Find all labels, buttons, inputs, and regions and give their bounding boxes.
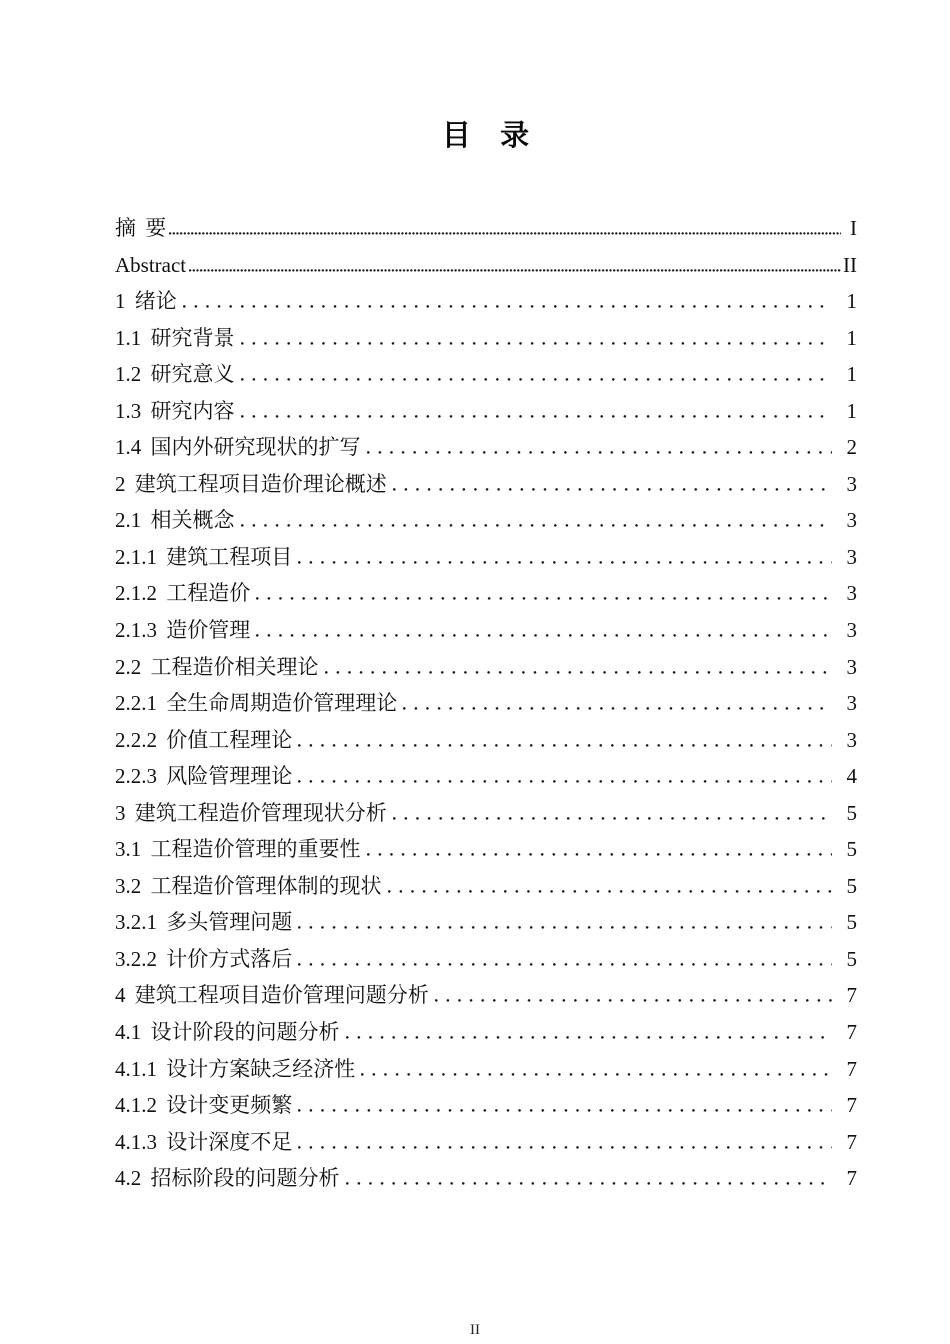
toc-entry[interactable]: [115, 868, 857, 905]
toc-list: [115, 210, 857, 1197]
toc-entry-page-number: 1: [846, 362, 857, 387]
toc-entry-label: 3 建筑工程造价管理现状分析: [115, 800, 387, 825]
dot-leader: [298, 926, 832, 929]
toc-entry[interactable]: [115, 466, 857, 503]
toc-entry-label: 2.2 工程造价相关理论: [115, 654, 319, 679]
toc-entry-page-number: 7: [846, 983, 857, 1008]
toc-entry[interactable]: [115, 429, 857, 466]
toc-entry-label: 1.1 研究背景: [115, 325, 235, 350]
dot-leader: [346, 1182, 833, 1185]
dot-leader: [298, 561, 832, 564]
dot-leader: [435, 999, 832, 1002]
toc-entry-label: 4 建筑工程项目造价管理问题分析: [115, 983, 429, 1008]
toc-entry-page-number: 5: [846, 873, 857, 898]
dot-leader: [298, 744, 832, 747]
toc-entry-label: 1.2 研究意义: [115, 362, 235, 387]
toc-entry[interactable]: [115, 1051, 857, 1088]
dot-leader: [367, 853, 833, 856]
toc-entry-page-number: 3: [846, 471, 857, 496]
toc-entry-label: 3.2.2 计价方式落后: [115, 946, 293, 971]
toc-entry[interactable]: [115, 210, 857, 247]
toc-entry[interactable]: [115, 722, 857, 759]
dot-leader: [298, 963, 832, 966]
toc-entry-label: 4.2 招标阶段的问题分析: [115, 1166, 340, 1191]
toc-entry-page-number: 3: [846, 508, 857, 533]
dot-leader: [298, 1109, 832, 1112]
toc-entry-label: 1.3 研究内容: [115, 398, 235, 423]
toc-entry[interactable]: [115, 831, 857, 868]
dot-leader: [183, 305, 832, 308]
toc-entry-label: 1.4 国内外研究现状的扩写: [115, 435, 361, 460]
toc-entry-label: 摘 要: [115, 216, 167, 240]
toc-entry-label: 2.2.2 价值工程理论: [115, 727, 293, 752]
toc-entry-page-number: 5: [846, 837, 857, 862]
toc-entry-page-number: 3: [846, 581, 857, 606]
dot-leader: [241, 342, 833, 345]
toc-entry-page-number: 3: [846, 654, 857, 679]
dot-leader: [169, 232, 841, 235]
dot-leader: [403, 707, 832, 710]
dot-leader: [189, 269, 841, 272]
dot-leader: [241, 415, 833, 418]
toc-entry-label: 2.1.2 工程造价: [115, 581, 251, 606]
toc-entry-page-number: 2: [846, 435, 857, 460]
toc-entry-label: 2.1 相关概念: [115, 508, 235, 533]
toc-entry[interactable]: [115, 393, 857, 430]
toc-entry-page-number: 7: [846, 1129, 857, 1154]
toc-entry-page-number: 5: [846, 800, 857, 825]
toc-entry-label: 4.1.2 设计变更频繁: [115, 1093, 293, 1118]
dot-leader: [346, 1036, 833, 1039]
dot-leader: [256, 634, 832, 637]
toc-entry-label: Abstract: [115, 252, 187, 277]
toc-entry[interactable]: [115, 649, 857, 686]
toc-entry[interactable]: [115, 795, 857, 832]
dot-leader: [367, 451, 833, 454]
page-title: 目 录: [441, 120, 531, 152]
toc-entry[interactable]: [115, 1160, 857, 1197]
toc-entry[interactable]: [115, 758, 857, 795]
toc-entry-page-number: 1: [846, 325, 857, 350]
toc-entry[interactable]: [115, 575, 857, 612]
dot-leader: [388, 890, 833, 893]
toc-entry-page-number: 7: [846, 1056, 857, 1081]
toc-entry-page-number: 3: [846, 618, 857, 643]
toc-entry-page-number: 3: [846, 727, 857, 752]
toc-entry-label: 4.1.1 设计方案缺乏经济性: [115, 1056, 356, 1081]
toc-entry[interactable]: [115, 977, 857, 1014]
toc-entry-page-number: I: [850, 216, 857, 240]
toc-entry[interactable]: [115, 283, 857, 320]
toc-entry-page-number: 5: [846, 910, 857, 935]
toc-entry-label: 2.2.3 风险管理理论: [115, 764, 293, 789]
toc-entry-page-number: 3: [846, 691, 857, 716]
toc-entry[interactable]: [115, 904, 857, 941]
toc-entry-page-number: II: [843, 252, 857, 277]
toc-entry-label: 4.1 设计阶段的问题分析: [115, 1020, 340, 1045]
toc-entry-label: 2 建筑工程项目造价理论概述: [115, 471, 387, 496]
toc-entry-label: 3.1 工程造价管理的重要性: [115, 837, 361, 862]
toc-entry[interactable]: [115, 612, 857, 649]
dot-leader: [298, 780, 832, 783]
toc-entry[interactable]: [115, 356, 857, 393]
dot-leader: [256, 597, 832, 600]
toc-entry[interactable]: [115, 502, 857, 539]
toc-entry-label: 2.1.3 造价管理: [115, 618, 251, 643]
dot-leader: [298, 1146, 832, 1149]
toc-entry-page-number: 4: [846, 764, 857, 789]
footer-page-number: II: [470, 1322, 480, 1338]
toc-entry-label: 4.1.3 设计深度不足: [115, 1129, 293, 1154]
toc-entry[interactable]: [115, 941, 857, 978]
toc-entry-label: 3.2 工程造价管理体制的现状: [115, 873, 382, 898]
dot-leader: [393, 817, 832, 820]
dot-leader: [393, 488, 832, 491]
toc-entry-label: 1 绪论: [115, 289, 177, 314]
toc-entry-page-number: 7: [846, 1166, 857, 1191]
toc-entry-page-number: 3: [846, 544, 857, 569]
toc-entry-page-number: 5: [846, 946, 857, 971]
toc-entry-label: 2.2.1 全生命周期造价管理理论: [115, 691, 398, 716]
toc-entry[interactable]: [115, 320, 857, 357]
toc-entry[interactable]: [115, 1124, 857, 1161]
toc-entry-page-number: 1: [846, 289, 857, 314]
toc-entry[interactable]: [115, 247, 857, 284]
toc-entry[interactable]: [115, 1087, 857, 1124]
dot-leader: [361, 1073, 832, 1076]
toc-entry-page-number: 7: [846, 1093, 857, 1118]
toc-entry[interactable]: [115, 685, 857, 722]
dot-leader: [241, 378, 833, 381]
toc-entry-page-number: 1: [846, 398, 857, 423]
toc-entry[interactable]: [115, 539, 857, 576]
toc-entry-page-number: 7: [846, 1020, 857, 1045]
toc-entry-label: 3.2.1 多头管理问题: [115, 910, 293, 935]
dot-leader: [241, 524, 833, 527]
toc-entry-label: 2.1.1 建筑工程项目: [115, 544, 293, 569]
toc-entry[interactable]: [115, 1014, 857, 1051]
dot-leader: [325, 671, 833, 674]
